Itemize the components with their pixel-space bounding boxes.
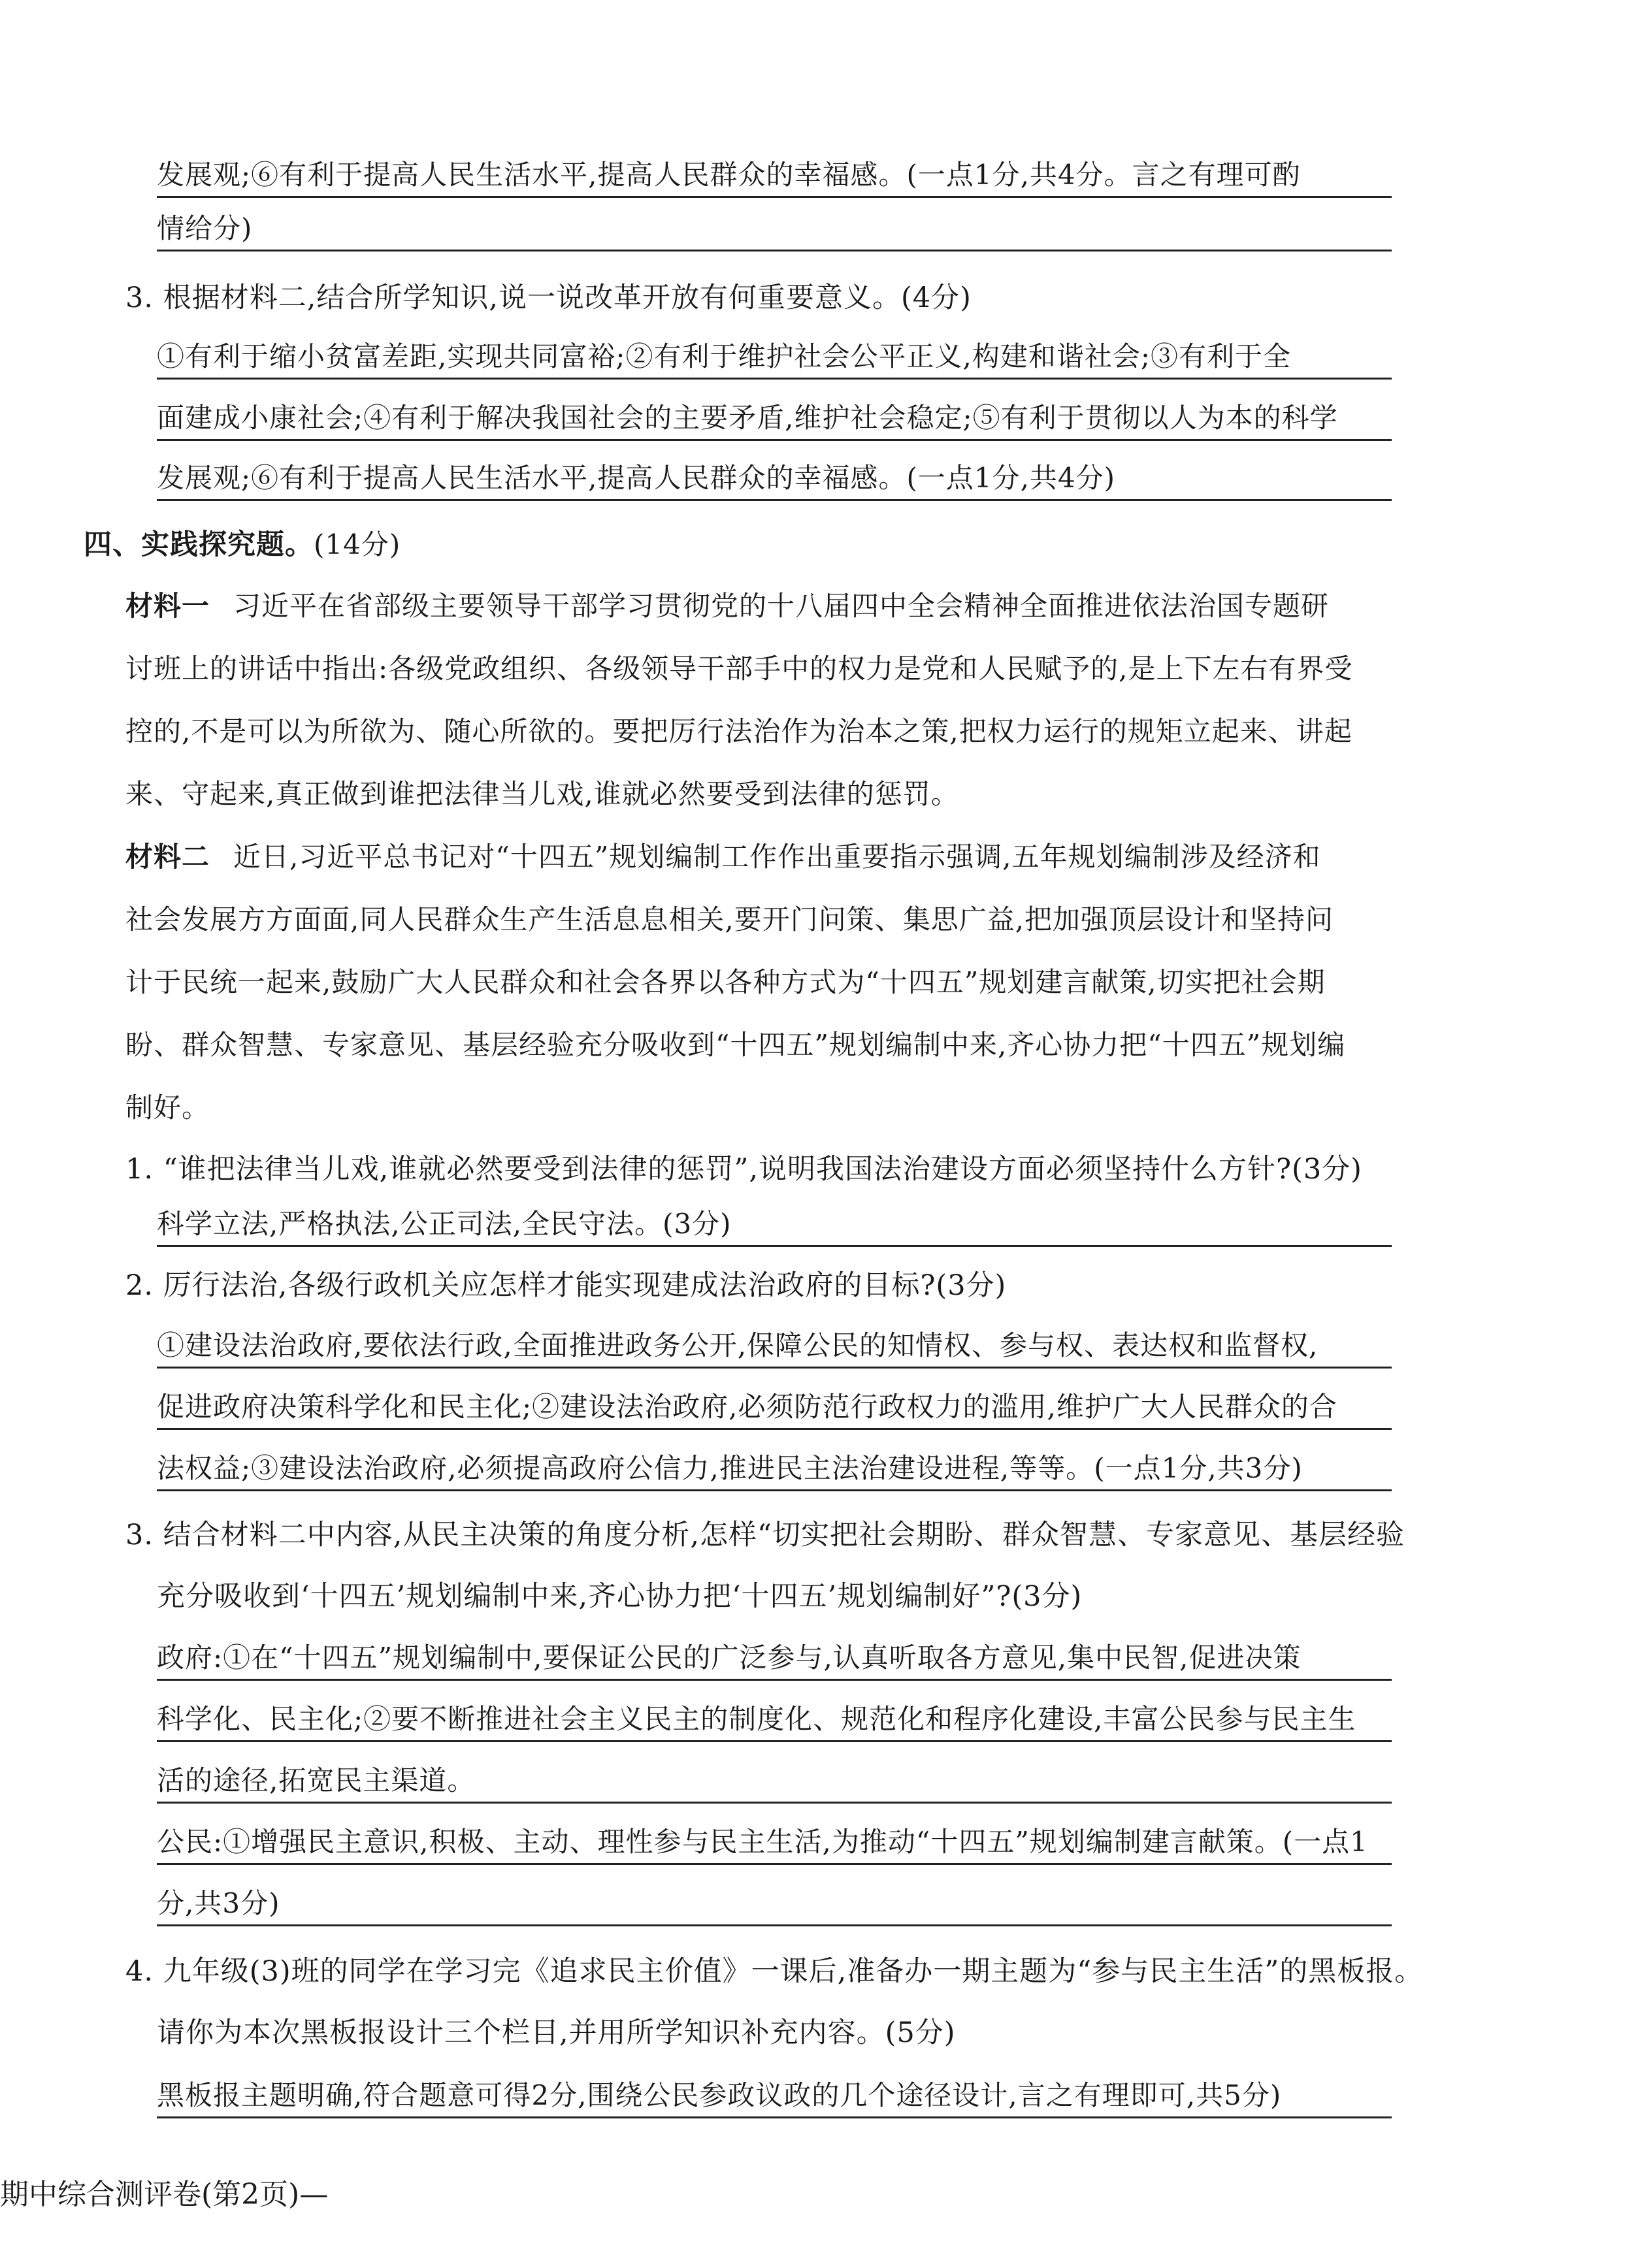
answer-line: 科学立法,严格执法,公正司法,全民守法。(3分): [157, 1206, 1392, 1247]
material-2-line: 社会发展方方面面,同人民群众生产生活息息相关,要开门问策、集思广益,把加强顶层设计和坚持问: [125, 903, 1334, 935]
answer-line: 黑板报主题明确,符合题意可得2分,围绕公民参政议政的几个途径设计,言之有理即可,共5分): [157, 2077, 1392, 2118]
material-text: 习近平在省部级主要领导干部学习贯彻党的十八届四中全会精神全面推进依法治国专题研: [233, 590, 1330, 622]
answer-line: 面建成小康社会;④有利于解决我国社会的主要矛盾,维护社会稳定;⑤有利于贯彻以人为本的科学: [157, 400, 1392, 441]
answer-line: 法权益;③建设法治政府,必须提高政府公信力,推进民主法治建设进程,等等。(一点1分,共3分): [157, 1450, 1392, 1491]
material-1-line: [125, 588, 1329, 624]
material-1-label: 材料一: [125, 590, 210, 622]
material-2-line: [125, 839, 1321, 875]
answer-line: 公民:①增强民主意识,积极、主动、理性参与民主生活,为推动“十四五”规划编制建言献策。(一点1: [157, 1824, 1392, 1865]
material-1-line: 来、守起来,真正做到谁把法律当儿戏,谁就必然要受到法律的惩罚。: [125, 778, 959, 810]
answer-line: ①有利于缩小贫富差距,实现共同富裕;②有利于维护社会公平正义,构建和谐社会;③有利于全: [157, 338, 1392, 380]
section-4-heading: [84, 526, 401, 563]
section-score: (14分): [314, 528, 401, 560]
answer-line: 科学化、民主化;②要不断推进社会主义民主的制度化、规范化和程序化建设,丰富公民参与民主生: [157, 1701, 1392, 1742]
question-4-3: 充分吸收到‘十四五’规划编制中来,齐心协力把‘十四五’规划编制好”?(3分): [157, 1580, 1083, 1613]
answer-line: 政府:①在“十四五”规划编制中,要保证公民的广泛参与,认真听取各方意见,集中民智,促进决策: [157, 1640, 1392, 1681]
question-4-1: 1. “谁把法律当儿戏,谁就必然要受到法律的惩罚”,说明我国法治建设方面必须坚持什么方针?(3分): [125, 1153, 1362, 1186]
question-4-3: 3. 结合材料二中内容,从民主决策的角度分析,怎样“切实把社会期盼、群众智慧、专家意见、基层经验: [125, 1519, 1405, 1551]
material-text: 近日,习近平总书记对“十四五”规划编制工作作出重要指示强调,五年规划编制涉及经济和: [233, 841, 1321, 873]
material-2-line: 盼、群众智慧、专家意见、基层经验充分吸收到“十四五”规划编制中来,齐心协力把“十四五”规划编: [125, 1029, 1346, 1061]
question-4-4: 4. 九年级(3)班的同学在学习完《追求民主价值》一课后,准备办一期主题为“参与民主生活”的黑板报。: [125, 1955, 1424, 1988]
page-footer: 期中综合测评卷(第2页)—: [0, 2178, 329, 2211]
answer-line: ①建设法治政府,要依法行政,全面推进政务公开,保障公民的知情权、参与权、表达权和监督权,: [157, 1327, 1392, 1369]
answer-line: 促进政府决策科学化和民主化;②建设法治政府,必须防范行政权力的滥用,维护广大人民群众的合: [157, 1389, 1392, 1430]
answer-line: 情给分): [157, 210, 1392, 251]
section-title: 四、实践探究题。: [84, 528, 314, 561]
answer-line: 发展观;⑥有利于提高人民生活水平,提高人民群众的幸福感。(一点1分,共4分): [157, 460, 1392, 501]
material-2-line: 计于民统一起来,鼓励广大人民群众和社会各界以各种方式为“十四五”规划建言献策,切实把社会期: [125, 966, 1326, 998]
question-3: 3. 根据材料二,结合所学知识,说一说改革开放有何重要意义。(4分): [125, 282, 972, 314]
answer-line: 分,共3分): [157, 1885, 1392, 1926]
material-1-line: 讨班上的讲话中指出:各级党政组织、各级领导干部手中的权力是党和人民赋予的,是上下左右有界受: [125, 653, 1353, 685]
answer-line: 活的途径,拓宽民主渠道。: [157, 1762, 1392, 1804]
material-1-line: 控的,不是可以为所欲为、随心所欲的。要把厉行法治作为治本之策,把权力运行的规矩立起来、讲起: [125, 715, 1352, 747]
question-4-4: 请你为本次黑板报设计三个栏目,并用所学知识补充内容。(5分): [157, 2017, 956, 2049]
answer-line: 发展观;⑥有利于提高人民生活水平,提高人民群众的幸福感。(一点1分,共4分。言之有理可酌: [157, 157, 1392, 198]
material-2-line: 制好。: [125, 1092, 210, 1124]
material-2-label: 材料二: [125, 841, 210, 873]
question-4-2: 2. 厉行法治,各级行政机关应怎样才能实现建成法治政府的目标?(3分): [125, 1269, 1007, 1302]
